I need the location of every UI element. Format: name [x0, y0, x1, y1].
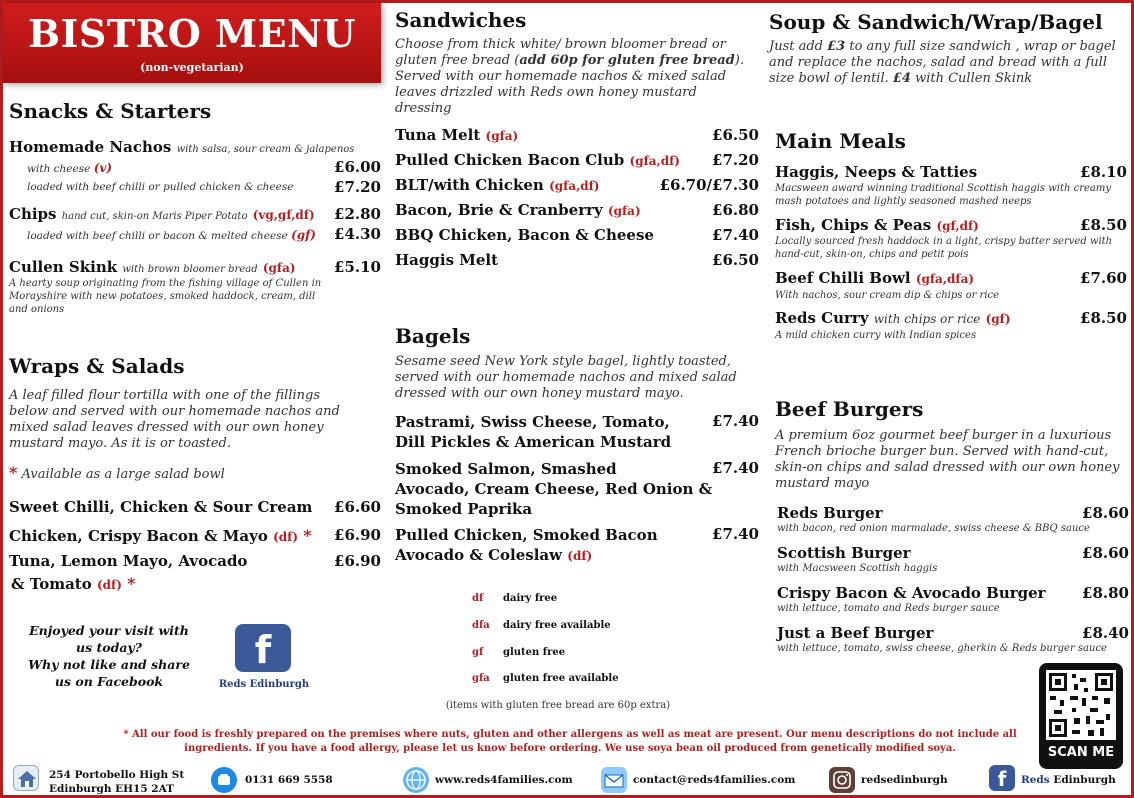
facebook-promo-line: Enjoyed your visit with: [29, 623, 189, 638]
nachos-name: Homemade Nachos: [9, 138, 172, 156]
legend-text: gluten free: [503, 647, 566, 658]
nachos-cheese-tag: (v): [93, 161, 113, 175]
phone-icon: [211, 767, 237, 793]
phone-number[interactable]: 0131 669 5558: [245, 774, 333, 786]
wrap-item: [9, 552, 247, 570]
main-item: [775, 269, 974, 287]
facebook-promo-line: us on Facebook: [54, 674, 164, 689]
sandwich-name: BBQ Chicken, Bacon & Cheese: [395, 226, 654, 244]
chips-loaded-tag: (gf): [291, 228, 316, 242]
sandwich-tag: (gfa,df): [549, 179, 600, 193]
nachos-loaded-option: loaded with beef chilli or pulled chicken & cheese: [27, 181, 294, 193]
legend-text: dairy free: [503, 593, 558, 604]
cullen-skink-name: Cullen Skink: [9, 258, 118, 276]
burger-item: [777, 544, 911, 562]
menu-banner: [3, 3, 381, 83]
burger-name: Scottish Burger: [777, 544, 911, 562]
nachos-cheese-option: [27, 161, 112, 175]
address-line: 254 Portobello High St: [49, 769, 185, 781]
allergy-line: * All our food is freshly prepared on the premises where nuts, gluten and other allergens as well as meat are present. Our menu descriptions do not include all: [123, 729, 1017, 740]
sandwich-tag: (gfa,df): [629, 154, 680, 168]
facebook-icon: f: [989, 765, 1015, 791]
wrap-tag: (df): [96, 578, 122, 592]
bagel-line: Smoked Salmon, Smashed: [395, 460, 617, 478]
bagel-price: £7.40: [712, 525, 759, 543]
facebook-promo: [13, 622, 205, 690]
chips-item: [9, 205, 315, 223]
wrap-tag: (df): [273, 530, 299, 544]
main-price: £7.60: [1080, 269, 1127, 287]
legend-text: gluten free available: [503, 673, 619, 684]
legend-text: dairy free available: [503, 620, 611, 631]
main-item: [775, 163, 977, 181]
soup-desc-part: to any full size sandwich , wrap or bagel and replace the nachos, salad and bread with a full size bowl of lentil.: [769, 39, 1116, 86]
allergy-line: ingredients. If you have a food allergy, please let us know before ordering. We use soya bean oil produced from genetically modified soya.: [184, 743, 956, 754]
wraps-desc: A leaf filled flour tortilla with one of the fillings below and served with our homemade nachos and mixed salad leaves dressed with our own honey mustard mayo. As it is or toasted.: [9, 388, 340, 451]
wrap-name: & Tomato: [11, 575, 92, 593]
wrap-name: Chicken, Crispy Bacon & Mayo: [9, 527, 268, 545]
soup-desc-part: Just add: [769, 39, 828, 54]
cullen-skink-tag: (gfa): [262, 261, 296, 275]
soup-desc: [769, 39, 1131, 87]
main-desc: A mild chicken curry with Indian spices: [775, 330, 977, 341]
main-name: Reds Curry: [775, 309, 869, 327]
wrap-star: *: [127, 574, 136, 593]
legend-code: gfa: [472, 673, 490, 684]
burger-desc: with Macsween Scottish haggis: [777, 563, 938, 574]
salad-star: *: [9, 463, 18, 482]
burger-price: £8.60: [1082, 544, 1129, 562]
chips-loaded-option: [27, 228, 316, 242]
wrap-item: [9, 526, 312, 545]
main-tag: (gf,df): [936, 219, 979, 233]
sandwich-name: BLT/with Chicken: [395, 176, 544, 194]
facebook-promo-line: us today?: [75, 640, 142, 655]
bagel-line: Pulled Chicken, Smoked Bacon: [395, 526, 658, 544]
qr-code[interactable]: [1039, 663, 1123, 769]
main-desc: Locally sourced fresh haddock in a light, crispy batter served with hand-cut, skin-on, chips and petit pois: [775, 236, 1113, 260]
sandwich-name: Haggis Melt: [395, 251, 499, 269]
burger-price: £8.40: [1082, 624, 1129, 642]
instagram-icon: [829, 767, 855, 793]
wrap-item: [9, 498, 312, 516]
bagels-desc: Sesame seed New York style bagel, lightly toasted, served with our homemade nachos and mixed salad dressed with our own honey mustard mayo.: [395, 354, 737, 401]
bagel-line: Pastrami, Swiss Cheese, Tomato,: [395, 413, 670, 431]
burger-desc: with lettuce, tomato and Reds burger sauce: [777, 603, 1000, 614]
section-title-sandwiches: Sandwiches: [395, 8, 527, 32]
sandwich-item: [395, 126, 518, 144]
chips-loaded-price: £4.30: [334, 225, 381, 243]
main-price: £8.10: [1080, 163, 1127, 181]
sandwich-price: £6.70/£7.30: [659, 176, 759, 194]
section-title-mains: Main Meals: [775, 129, 906, 153]
wraps-salad-note: [9, 465, 309, 483]
legend-note: (items with gluten free bread are 60p extra): [445, 700, 671, 711]
burger-item: [777, 624, 933, 642]
sandwich-tag: (gfa): [607, 204, 641, 218]
qr-code-pattern: [1046, 670, 1116, 740]
sandwich-item: [395, 226, 654, 244]
nachos-loaded-price: £7.20: [334, 178, 381, 196]
burger-price: £8.60: [1082, 504, 1129, 522]
section-title-bagels: Bagels: [395, 324, 471, 348]
bagel-line: Dill Pickles & American Mustard: [395, 433, 672, 451]
facebook-handle[interactable]: [1021, 774, 1116, 786]
section-title-wraps: Wraps & Salads: [9, 354, 185, 378]
nachos-item: [9, 138, 354, 156]
sandwich-price: £7.20: [712, 151, 759, 169]
facebook-promo-line: Why not like and share: [28, 657, 190, 672]
burger-desc: with bacon, red onion marmalade, swiss cheese & BBQ sauce: [777, 523, 1090, 534]
bagel-item: [395, 412, 671, 452]
wrap-name: Tuna, Lemon Mayo, Avocado: [9, 552, 248, 570]
salad-note-text: Available as a large salad bowl: [21, 467, 225, 482]
bagel-tag: (df): [567, 549, 593, 563]
burger-name: Crispy Bacon & Avocado Burger: [777, 584, 1046, 602]
cullen-skink-desc: A hearty soup originating from the fishing village of Cullen in Morayshire with new potatoes, smoked haddock, cream, dill and onions: [9, 278, 322, 315]
nachos-note: with salsa, sour cream & jalapenos: [176, 144, 355, 155]
sandwich-item: [395, 151, 680, 169]
main-desc: Macsween award winning traditional Scottish haggis with creamy mash potatoes and lightly seasoned mashed neeps: [775, 183, 1111, 207]
cullen-skink-price: £5.10: [334, 258, 381, 276]
bagel-line: Avocado, Cream Cheese, Red Onion &: [395, 480, 713, 498]
sandwich-price: £6.50: [712, 126, 759, 144]
cullen-skink-item: [9, 258, 296, 276]
burger-desc: with lettuce, tomato, swiss cheese, gherkin & Reds burger sauce: [777, 643, 1107, 654]
nachos-cheese-price: £6.00: [334, 158, 381, 176]
sandwiches-desc: [395, 37, 747, 117]
section-title-snacks: Snacks & Starters: [9, 99, 212, 123]
sandwich-item: [395, 251, 498, 269]
sandwich-price: £6.80: [712, 201, 759, 219]
burger-item: [777, 504, 883, 522]
facebook-like-icon[interactable]: f: [235, 624, 291, 672]
home-icon: [13, 765, 39, 791]
wrap-star: *: [303, 526, 312, 545]
wrap-name: Sweet Chilli, Chicken & Sour Cream: [9, 498, 313, 516]
legend-code: dfa: [472, 620, 490, 631]
bagel-price: £7.40: [712, 412, 759, 430]
main-item: [775, 216, 979, 234]
main-price: £8.50: [1080, 309, 1127, 327]
bagel-line: Avocado & Coleslaw: [395, 546, 563, 564]
bagel-line: Smoked Paprika: [395, 500, 533, 518]
sandwich-tag: (gfa): [485, 129, 519, 143]
burgers-desc: A premium 6oz gourmet beef burger in a luxurious French brioche burger bun. Served with hand-cut, skin-on chips and salad dressed with our own honey mustard mayo: [775, 428, 1120, 491]
main-name: Haggis, Neeps & Tatties: [775, 163, 978, 181]
section-title-burgers: Beef Burgers: [775, 397, 924, 421]
soup-desc-part: with Cullen Skink: [910, 71, 1033, 86]
chips-loaded-label: loaded with beef chilli or bacon & melted cheese: [27, 230, 288, 242]
email-icon: [601, 767, 627, 793]
allergy-notice: [103, 728, 1037, 756]
wrap-item-continuation: [11, 574, 136, 593]
legend-code: gf: [472, 647, 484, 658]
main-name: Beef Chilli Bowl: [775, 269, 911, 287]
chips-name: Chips: [9, 205, 57, 223]
sandwich-name: Pulled Chicken Bacon Club: [395, 151, 625, 169]
facebook-handle-part: Reds: [1021, 774, 1050, 786]
wrap-price: £6.60: [334, 498, 381, 516]
sandwiches-desc-part: Choose from thick white/ brown bloomer bread or gluten free bread (: [395, 37, 726, 68]
bagel-price: £7.40: [712, 459, 759, 477]
globe-icon: [403, 767, 429, 793]
soup-price: £3: [827, 39, 846, 54]
sandwich-name: Bacon, Brie & Cranberry: [395, 201, 603, 219]
address-line: Edinburgh EH15 2AT: [49, 783, 174, 795]
wrap-price: £6.90: [334, 526, 381, 544]
burger-name: Reds Burger: [777, 504, 883, 522]
sandwich-item: [395, 176, 599, 194]
qr-scan-label: SCAN ME: [1047, 745, 1115, 760]
burger-name: Just a Beef Burger: [777, 624, 934, 642]
facebook-page-name[interactable]: Reds Edinburgh: [218, 679, 310, 690]
main-name: Fish, Chips & Peas: [775, 216, 932, 234]
website-link[interactable]: www.reds4families.com: [435, 774, 573, 786]
main-desc: With nachos, sour cream dip & chips or rice: [775, 290, 1000, 301]
soup-price: £4: [892, 71, 911, 86]
main-price: £8.50: [1080, 216, 1127, 234]
main-item: [775, 309, 1011, 327]
instagram-handle[interactable]: redsedinburgh: [861, 774, 948, 786]
burger-item: [777, 584, 1046, 602]
section-title-soup: Soup & Sandwich/Wrap/Bagel: [769, 10, 1103, 34]
sandwich-price: £7.40: [712, 226, 759, 244]
email-link[interactable]: contact@reds4families.com: [633, 774, 796, 786]
chips-note: hand cut, skin-on Maris Piper Potato: [61, 211, 248, 222]
sandwich-price: £6.50: [712, 251, 759, 269]
bagel-item: [395, 525, 658, 566]
address: [49, 768, 184, 796]
cullen-skink-note: with brown bloomer bread: [122, 264, 258, 275]
burger-price: £8.80: [1082, 584, 1129, 602]
main-note: with chips or rice: [873, 312, 981, 326]
sandwich-item: [395, 201, 641, 219]
legend-code: df: [472, 593, 484, 604]
nachos-cheese-label: with cheese: [27, 163, 91, 175]
menu-subtitle: (non-vegetarian): [140, 61, 244, 74]
chips-price: £2.80: [334, 205, 381, 223]
sandwiches-desc-part: ). Served with our homemade nachos & mixed salad leaves drizzled with Reds own honey mustard dressing: [395, 53, 744, 116]
sandwich-name: Tuna Melt: [395, 126, 481, 144]
bagel-item: [395, 459, 712, 519]
facebook-handle-part: Edinburgh: [1053, 774, 1116, 786]
wrap-price: £6.90: [334, 552, 381, 570]
menu-title: BISTRO MENU: [28, 11, 356, 56]
sandwiches-desc-bold: add 60p for gluten free bread: [519, 53, 735, 68]
main-tag: (gf): [985, 312, 1011, 326]
chips-tag: (vg,gf,df): [252, 208, 315, 222]
main-tag: (gfa,dfa): [915, 272, 975, 286]
